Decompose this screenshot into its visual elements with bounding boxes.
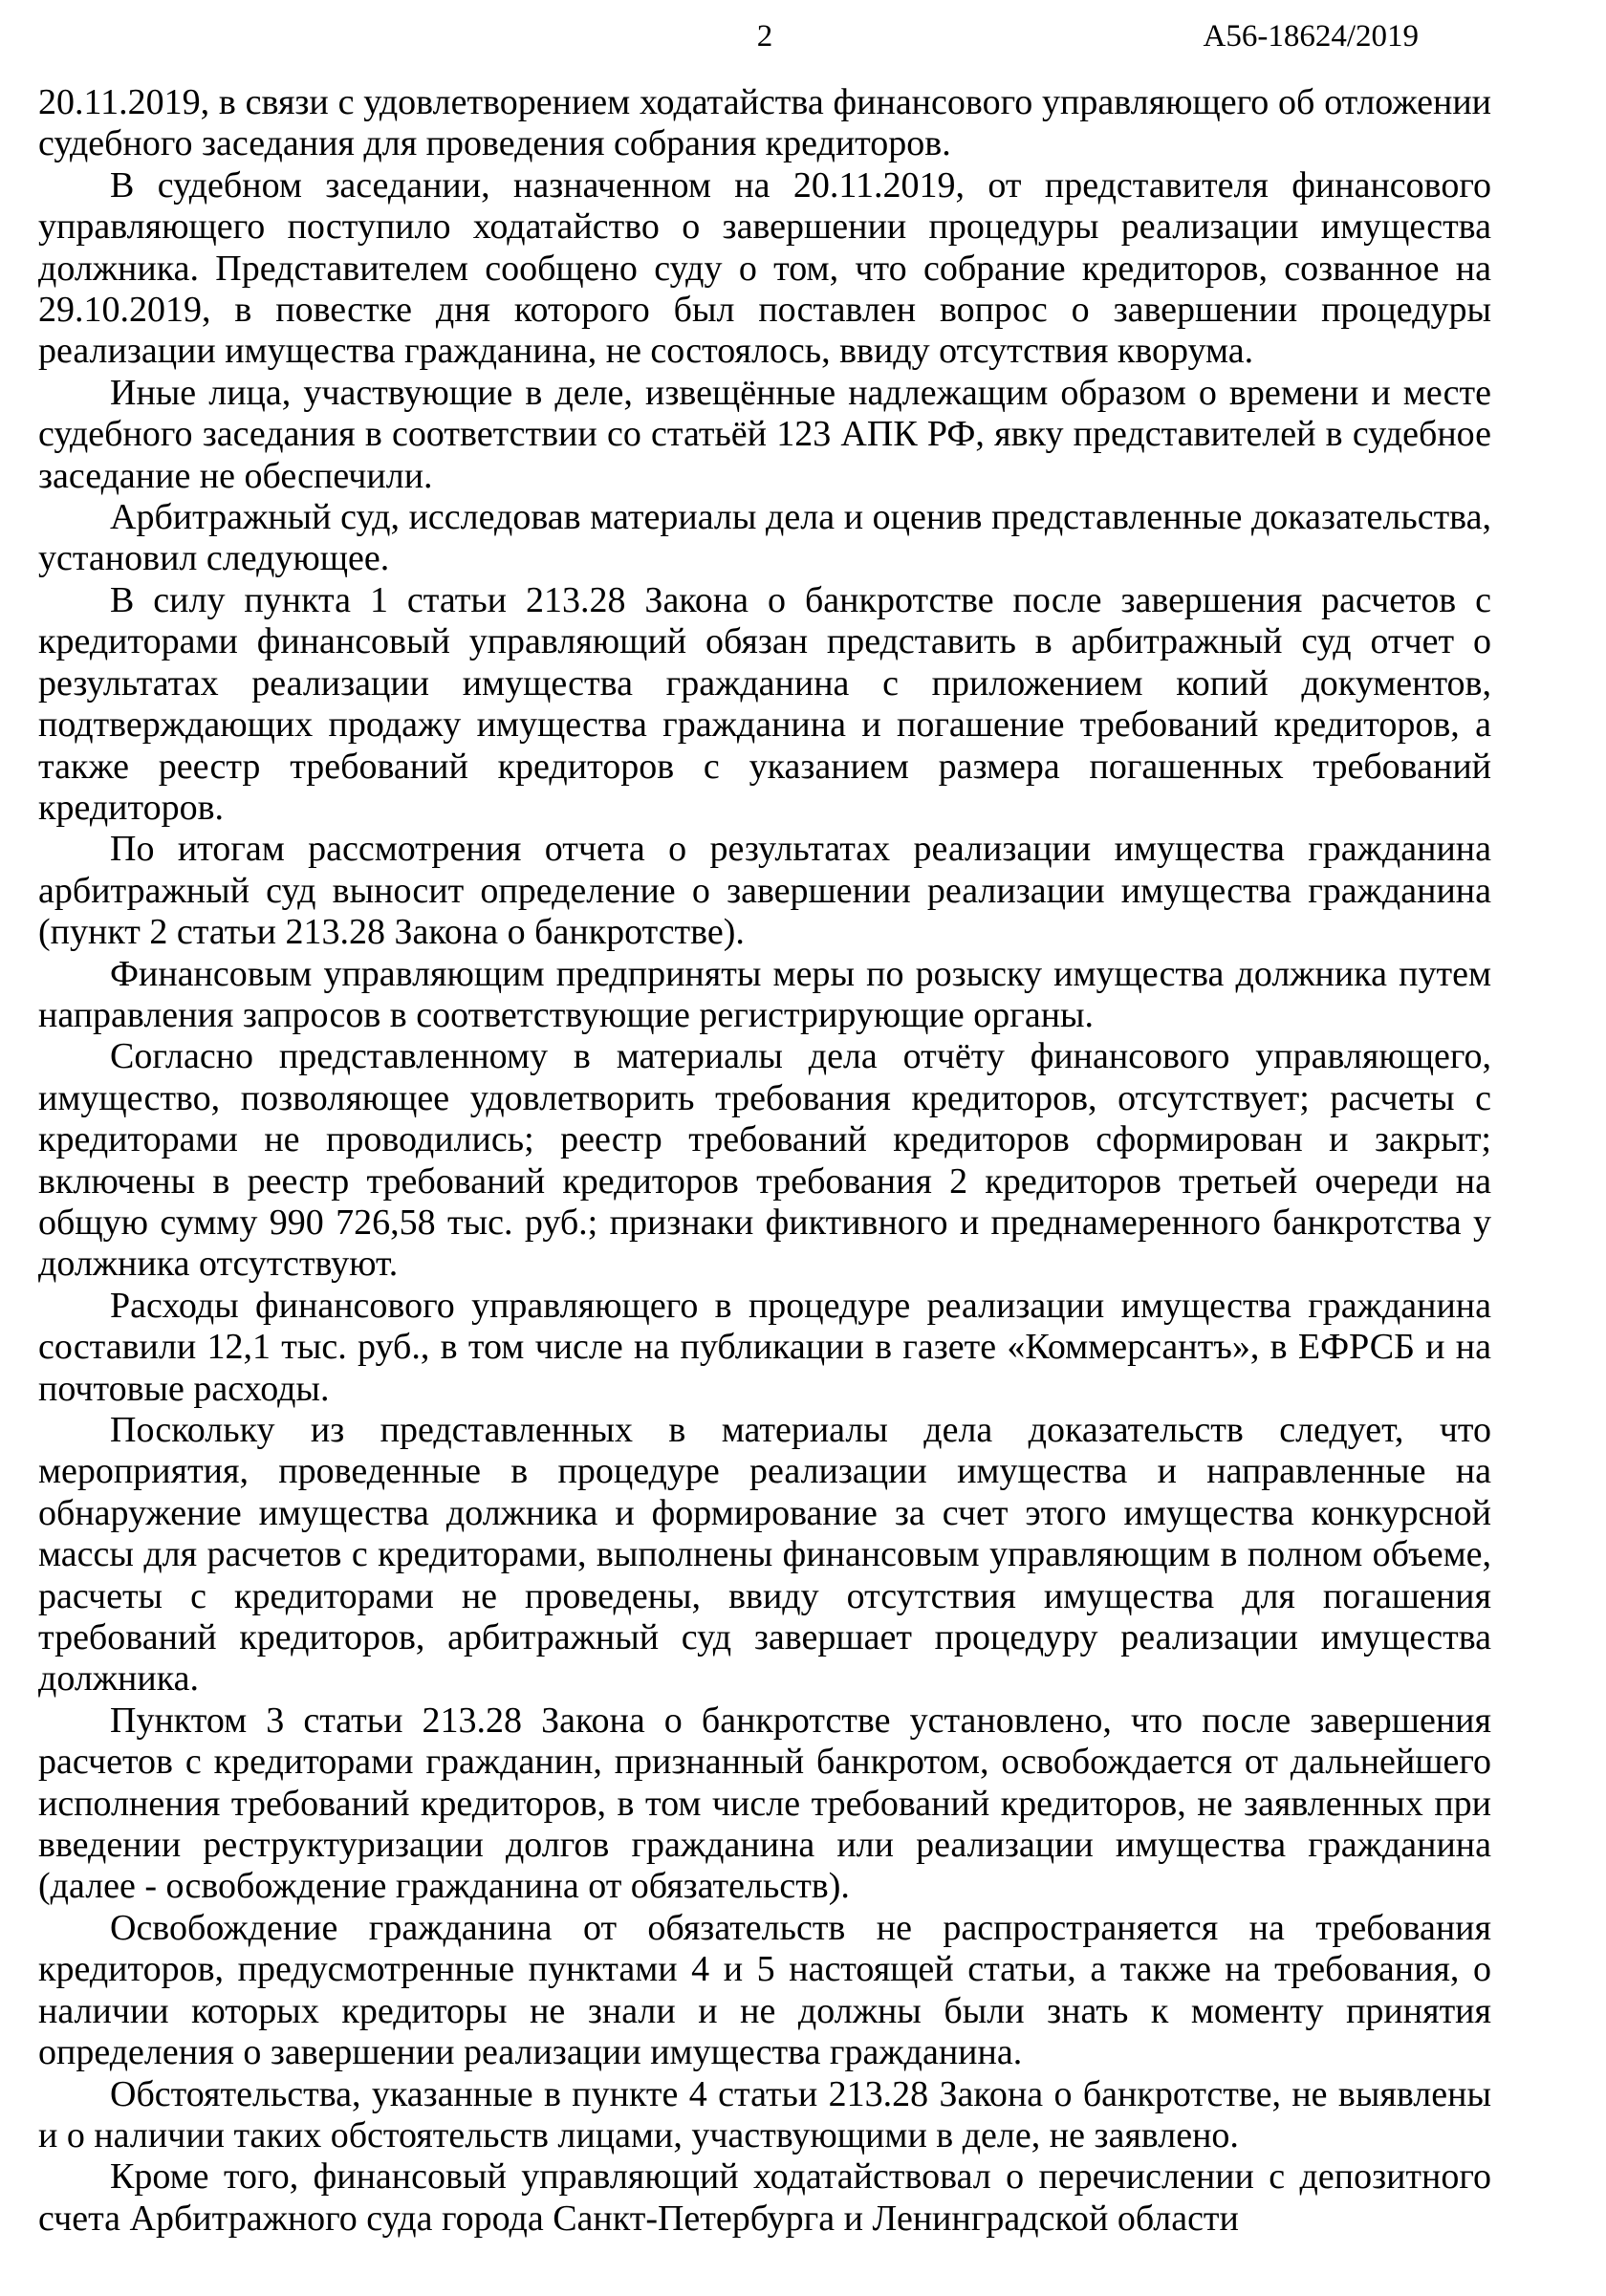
page-number: 2	[756, 19, 773, 54]
document-paragraph: В судебном заседании, назначенном на 20.11.2019, от представителя финансового управляющего поступило ходатайство о завершении процедуры реализации имущества должника. Представителем сообщено суду о том, что собрание кредиторов, созванное на 29.10.2019, в повестке дня которого был поставлен вопрос о завершении процедуры реализации имущества гражданина, не состоялось, ввиду отсутствия кворума.	[38, 164, 1491, 372]
document-paragraph: В силу пункта 1 статьи 213.28 Закона о банкротстве после завершения расчетов с кредиторами финансовый управляющий обязан представить в арбитражный суд отчет о результатах реализации имущества гражданина с приложением копий документов, подтверждающих продажу имущества гражданина и погашение требований кредиторов, а также реестр требований кредиторов с указанием размера погашенных требований кредиторов.	[38, 579, 1491, 828]
document-paragraph: Поскольку из представленных в материалы дела доказательств следует, что мероприятия, проведенные в процедуре реализации имущества и направленные на обнаружение имущества должника и формирование за счет этого имущества конкурсной массы для расчетов с кредиторами, выполнены финансовым управляющим в полном объеме, расчеты с кредиторами не проведены, ввиду отсутствия имущества для погашения требований кредиторов, арбитражный суд завершает процедуру реализации имущества должника.	[38, 1410, 1491, 1700]
page-header	[38, 17, 1491, 61]
document-paragraph: Кроме того, финансовый управляющий ходатайствовал о перечислении с депозитного счета Арбитражного суда города Санкт-Петербурга и Ленинградской области	[38, 2156, 1491, 2239]
document-paragraph: Иные лица, участвующие в деле, извещённые надлежащим образом о времени и месте судебного заседания в соответствии со статьёй 123 АПК РФ, явку представителей в судебное заседание не обеспечили.	[38, 372, 1491, 496]
document-paragraph: 20.11.2019, в связи с удовлетворением ходатайства финансового управляющего об отложении судебного заседания для проведения собрания кредиторов.	[38, 82, 1491, 164]
document-paragraph: Освобождение гражданина от обязательств не распространяется на требования кредиторов, предусмотренные пунктами 4 и 5 настоящей статьи, а также на требования, о наличии которых кредиторы не знали и не должны были знать к моменту принятия определения о завершении реализации имущества гражданина.	[38, 1907, 1491, 2073]
document-body	[38, 82, 1491, 2240]
document-paragraph: Расходы финансового управляющего в процедуре реализации имущества гражданина составили 12,1 тыс. руб., в том числе на публикации в газете «Коммерсантъ», в ЕФРСБ и на почтовые расходы.	[38, 1285, 1491, 1409]
document-paragraph: Обстоятельства, указанные в пункте 4 статьи 213.28 Закона о банкротстве, не выявлены и о наличии таких обстоятельств лицами, участвующими в деле, не заявлено.	[38, 2073, 1491, 2155]
document-paragraph: Финансовым управляющим предприняты меры по розыску имущества должника путем направления запросов в соответствующие регистрирующие органы.	[38, 953, 1491, 1035]
document-paragraph: Согласно представленному в материалы дела отчёту финансового управляющего, имущество, позволяющее удовлетворить требования кредиторов, отсутствует; расчеты с кредиторами не проводились; реестр требований кредиторов сформирован и закрыт; включены в реестр требований кредиторов требования 2 кредиторов третьей очереди на общую сумму 990 726,58 тыс. руб.; признаки фиктивного и преднамеренного банкротства у должника отсутствуют.	[38, 1036, 1491, 1285]
document-paragraph: Арбитражный суд, исследовав материалы дела и оценив представленные доказательства, установил следующее.	[38, 497, 1491, 579]
document-paragraph: По итогам рассмотрения отчета о результатах реализации имущества гражданина арбитражный суд выносит определение о завершении реализации имущества гражданина (пункт 2 статьи 213.28 Закона о банкротстве).	[38, 829, 1491, 953]
document-paragraph: Пунктом 3 статьи 213.28 Закона о банкротстве установлено, что после завершения расчетов с кредиторами гражданин, признанный банкротом, освобождается от дальнейшего исполнения требований кредиторов, в том числе требований кредиторов, не заявленных при введении реструктуризации долгов гражданина или реализации имущества гражданина (далее - освобождение гражданина от обязательств).	[38, 1700, 1491, 1907]
case-number: А56-18624/2019	[1203, 19, 1419, 54]
